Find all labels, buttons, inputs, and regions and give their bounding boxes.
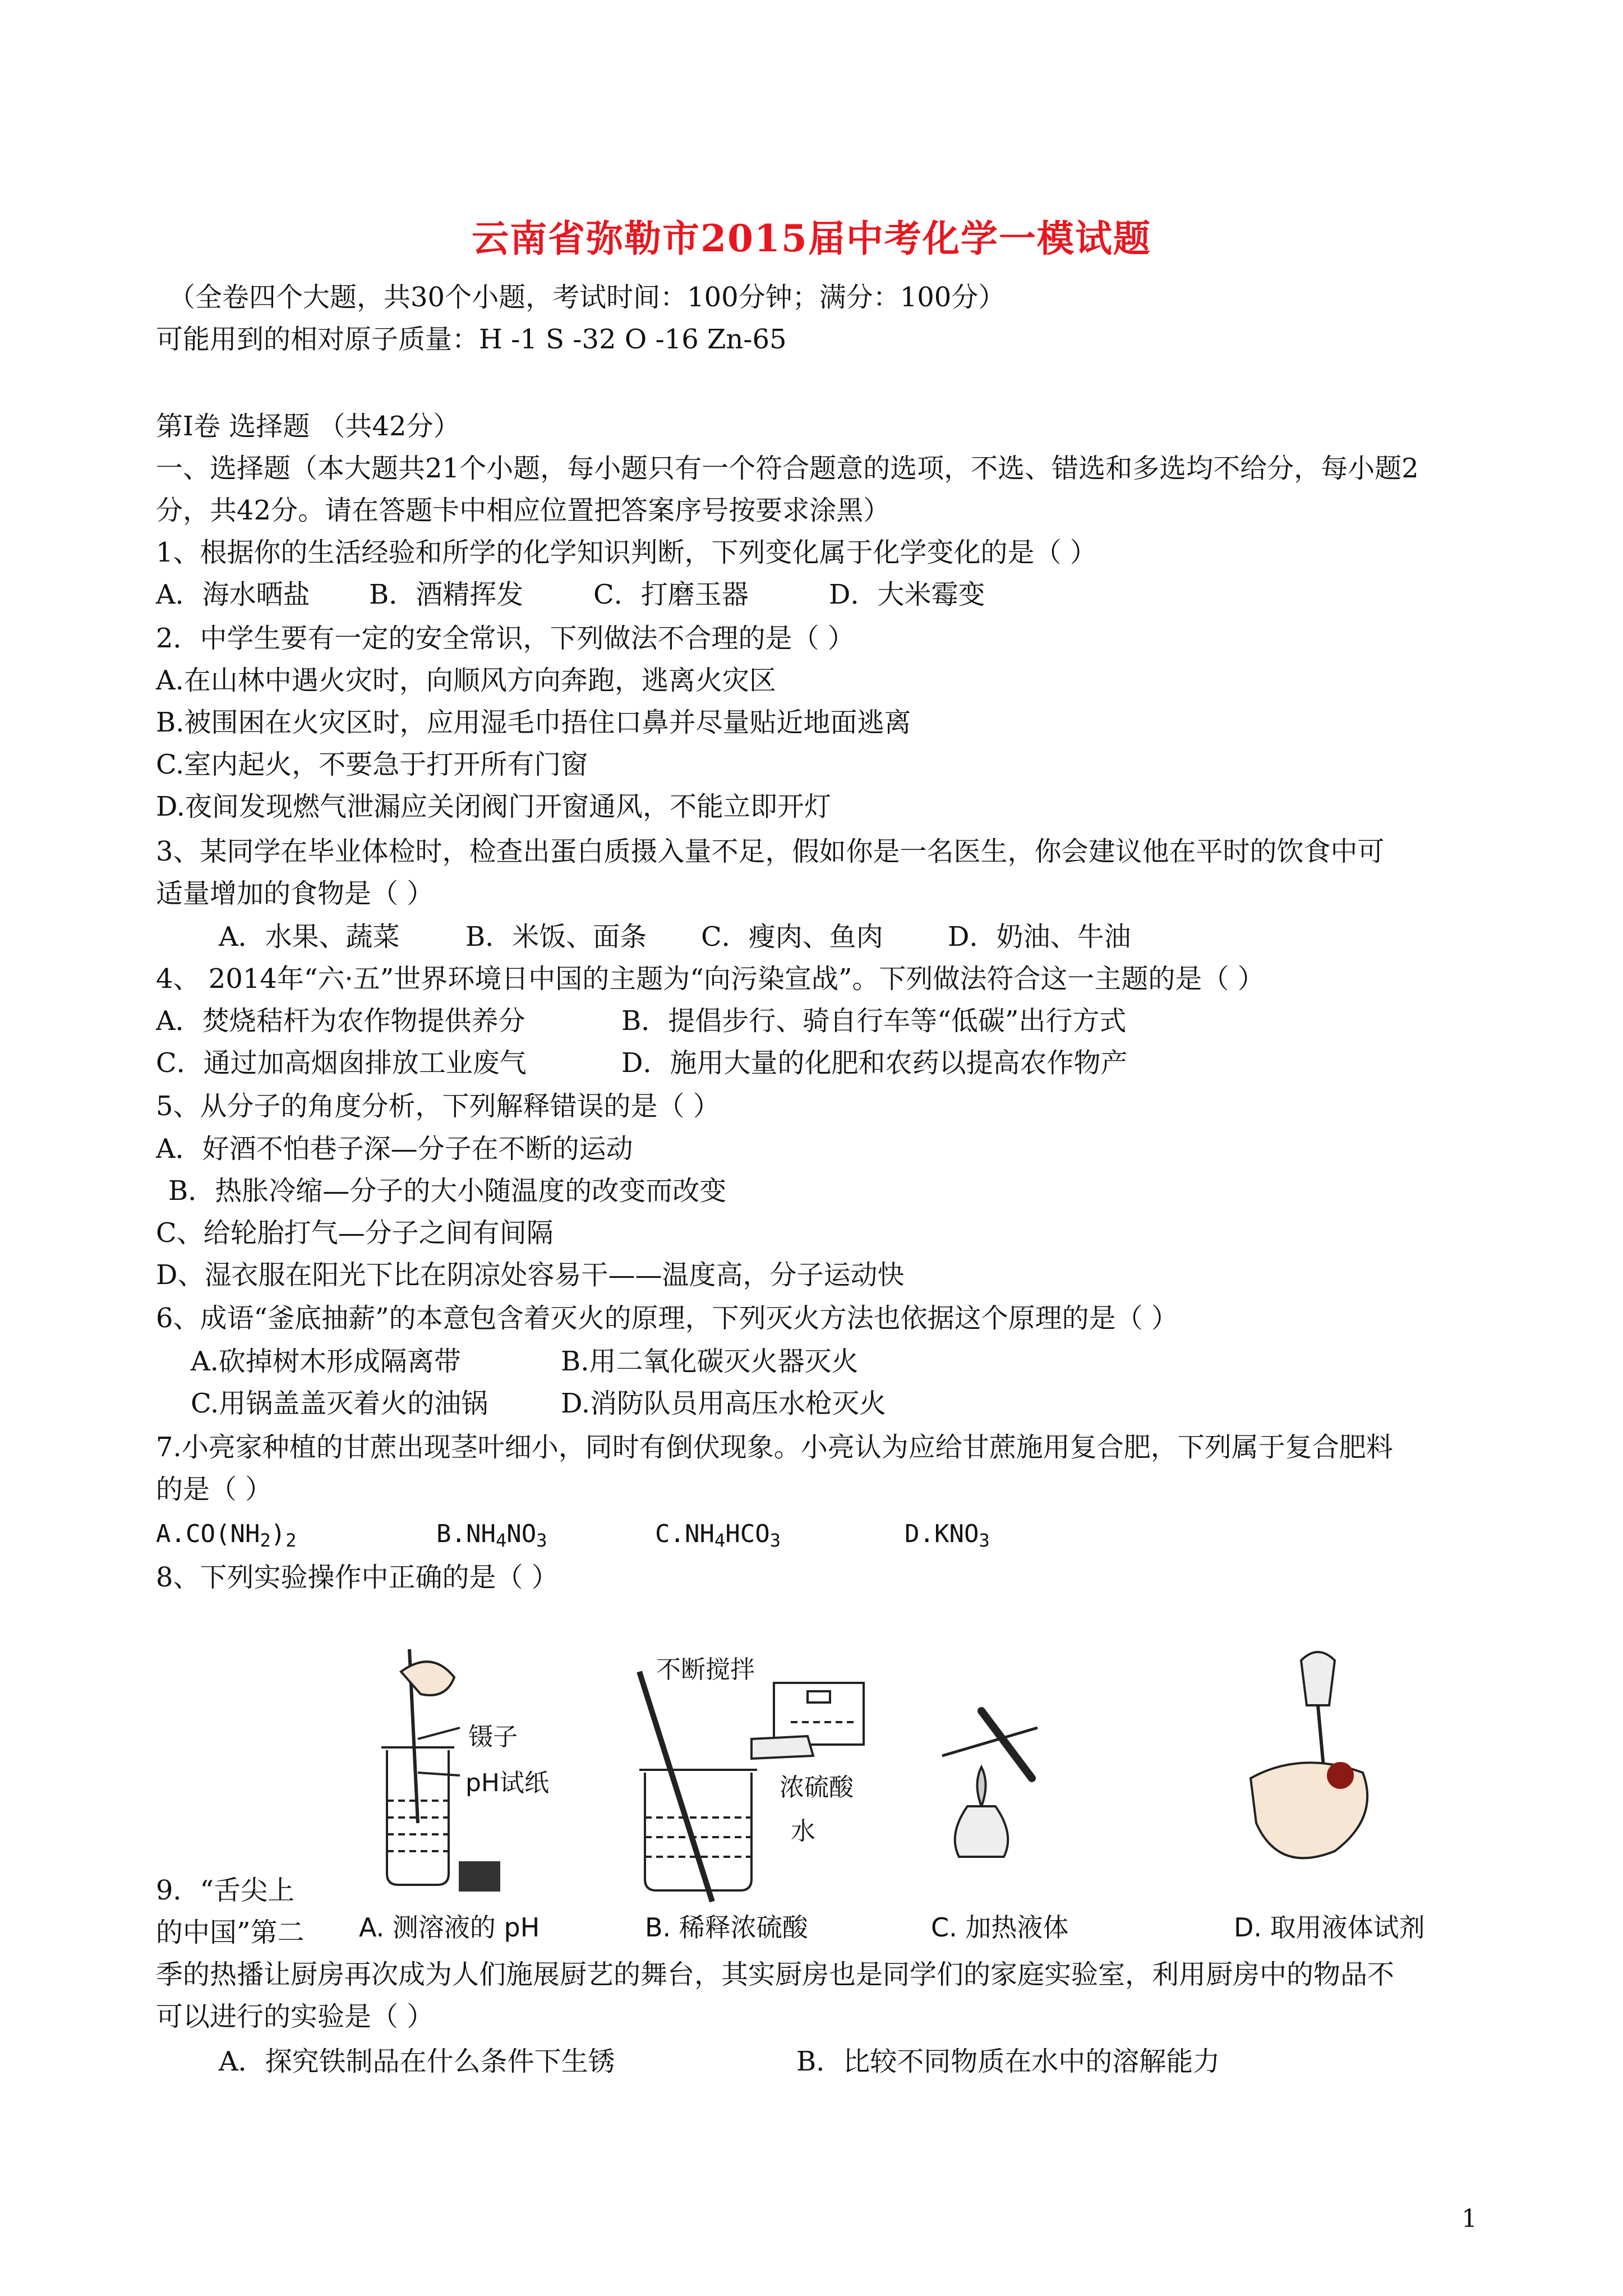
section-intro: 分，共42分。请在答题卡中相应位置把答案序号按要求涂黑） bbox=[156, 495, 891, 526]
question-stem: 3、某同学在毕业体检时，检查出蛋白质摄入量不足，假如你是一名医生，你会建议他在平时的饮食中可 bbox=[156, 836, 1385, 867]
option: A．探究铁制品在什么条件下生锈 bbox=[219, 2046, 615, 2077]
option-formula: $D.KNO_3$ bbox=[905, 1520, 990, 1551]
option: D、湿衣服在阳光下比在阴凉处容易干——温度高，分子运动快 bbox=[156, 1259, 905, 1291]
question-options bbox=[191, 1387, 886, 1420]
label-stir: 不断搅拌 bbox=[656, 1655, 755, 1684]
question-stem: 的是（ ） bbox=[156, 1474, 273, 1505]
caption-a: A. 测溶液的 pH bbox=[359, 1912, 540, 1943]
caption-c: C. 加热液体 bbox=[931, 1912, 1069, 1943]
option: D．奶油、牛油 bbox=[948, 921, 1131, 953]
option: B．米饭、面条 bbox=[465, 921, 647, 953]
option-formula: $B.NH_4NO_3$ bbox=[436, 1520, 547, 1551]
option: B.用二氧化碳灭火器灭火 bbox=[561, 1346, 859, 1377]
alcohol-lamp bbox=[955, 1806, 1008, 1857]
test-tube bbox=[981, 1711, 1032, 1778]
atomic-mass-line: 可能用到的相对原子质量：H -1 S -32 O -16 Zn-65 bbox=[156, 324, 787, 355]
caption-b: B. 稀释浓硫酸 bbox=[645, 1912, 808, 1943]
question-stem: 的中国”第二 bbox=[156, 1917, 305, 1948]
question-stem: 可以进行的实验是（ ） bbox=[156, 2001, 434, 2032]
option: B.被围困在火灾区时，应用湿毛巾捂住口鼻并尽量贴近地面逃离 bbox=[156, 707, 911, 738]
page-title: 云南省弥勒市2015届中考化学一模试题 bbox=[472, 217, 1151, 260]
option: C.用锅盖盖灭着火的油锅 bbox=[191, 1388, 488, 1419]
question-options bbox=[156, 1004, 1126, 1038]
beaker-b bbox=[645, 1773, 751, 1890]
option: C．打磨玉器 bbox=[593, 579, 749, 610]
option: D.夜间发现燃气泄漏应关闭阀门开窗通风，不能立即开灯 bbox=[156, 791, 832, 822]
question-stem: 1、根据你的生活经验和所学的化学知识判断，下列变化属于化学变化的是（ ） bbox=[156, 537, 1097, 568]
label-ph-paper: pH试纸 bbox=[465, 1769, 550, 1797]
option-formula: $C.NH_4HCO_3$ bbox=[655, 1520, 781, 1551]
option: A．好酒不怕巷子深—分子在不断的运动 bbox=[156, 1133, 633, 1165]
option: A．海水晒盐 bbox=[156, 579, 310, 610]
question-options bbox=[191, 1345, 859, 1378]
option: D．施用大量的化肥和农药以提高农作物产 bbox=[621, 1047, 1128, 1079]
label-tweezers: 镊子 bbox=[468, 1723, 518, 1751]
section-title: 第Ⅰ卷 选择题 （共42分） bbox=[156, 411, 460, 442]
option: A.砍掉树木形成隔离带 bbox=[191, 1346, 461, 1377]
glass-rod bbox=[639, 1672, 712, 1902]
option: C．瘦肉、鱼肉 bbox=[701, 921, 883, 953]
option: C.室内起火，不要急于打开所有门窗 bbox=[156, 749, 588, 780]
question-stem: 4、 2014年“六·五”世界环境日中国的主题为“向污染宣战”。下列做法符合这一主题的是（ ） bbox=[156, 963, 1265, 995]
exam-meta: （全卷四个大题，共30个小题，考试时间：100分钟；满分：100分） bbox=[168, 282, 1006, 313]
option: B．比较不同物质在水中的溶解能力 bbox=[796, 2046, 1220, 2077]
question-stem: 2．中学生要有一定的安全常识，下列做法不合理的是（ ） bbox=[156, 623, 855, 654]
question-stem: 6、成语“釜底抽薪”的本意包含着灭火的原理，下列灭火方法也依据这个原理的是（ ） bbox=[156, 1303, 1178, 1334]
caption-d: D. 取用液体试剂 bbox=[1234, 1912, 1425, 1943]
label-water: 水 bbox=[791, 1817, 815, 1846]
option: B．提倡步行、骑自行车等“低碳”出行方式 bbox=[621, 1005, 1127, 1037]
option-formula: $A.CO(NH_2)_2$ bbox=[156, 1520, 297, 1551]
question-options bbox=[219, 920, 1131, 954]
option: A.在山林中遇火灾时，向顺风方向奔跑，逃离火灾区 bbox=[156, 665, 776, 696]
option: D.消防队员用高压水枪灭火 bbox=[561, 1388, 887, 1419]
question-options bbox=[219, 2045, 1220, 2078]
option: D．大米霉变 bbox=[829, 579, 985, 610]
option: B．热胀冷缩—分子的大小随温度的改变而改变 bbox=[168, 1175, 727, 1207]
question-stem: 季的热播让厨房再次成为人们施展厨艺的舞台，其实厨房也是同学们的家庭实验室，利用厨房中的物品不 bbox=[156, 1959, 1395, 1990]
experiment-figure bbox=[348, 1638, 1458, 1952]
option: C、给轮胎打气—分子之间有间隔 bbox=[156, 1217, 554, 1249]
option: C．通过加高烟囱排放工业废气 bbox=[156, 1047, 527, 1079]
question-stem: 5、从分子的角度分析，下列解释错误的是（ ） bbox=[156, 1091, 720, 1122]
question-options bbox=[156, 578, 985, 611]
question-options bbox=[156, 1046, 1128, 1080]
question-stem: 7.小亮家种植的甘蔗出现茎叶细小，同时有倒伏现象。小亮认为应给甘蔗施用复合肥，下列属于复合肥料 bbox=[156, 1432, 1393, 1463]
question-stem: 8、下列实验操作中正确的是（ ） bbox=[156, 1562, 559, 1593]
dropper bbox=[1301, 1652, 1335, 1705]
label-acid: 浓硫酸 bbox=[780, 1773, 854, 1802]
option: B．酒精挥发 bbox=[369, 579, 524, 610]
page-number: 1 bbox=[1461, 2205, 1477, 2233]
option: A．水果、蔬菜 bbox=[219, 921, 400, 953]
question-options bbox=[156, 1517, 990, 1557]
section-intro: 一、选择题（本大题共21个小题，每小题只有一个符合题意的选项，不选、错选和多选均不给分，每小题2 bbox=[156, 453, 1419, 484]
question-stem: 适量增加的食物是（ ） bbox=[156, 878, 434, 909]
question-stem: 9．“舌尖上 bbox=[156, 1875, 295, 1906]
option: A．焚烧秸杆为农作物提供养分 bbox=[156, 1005, 525, 1037]
